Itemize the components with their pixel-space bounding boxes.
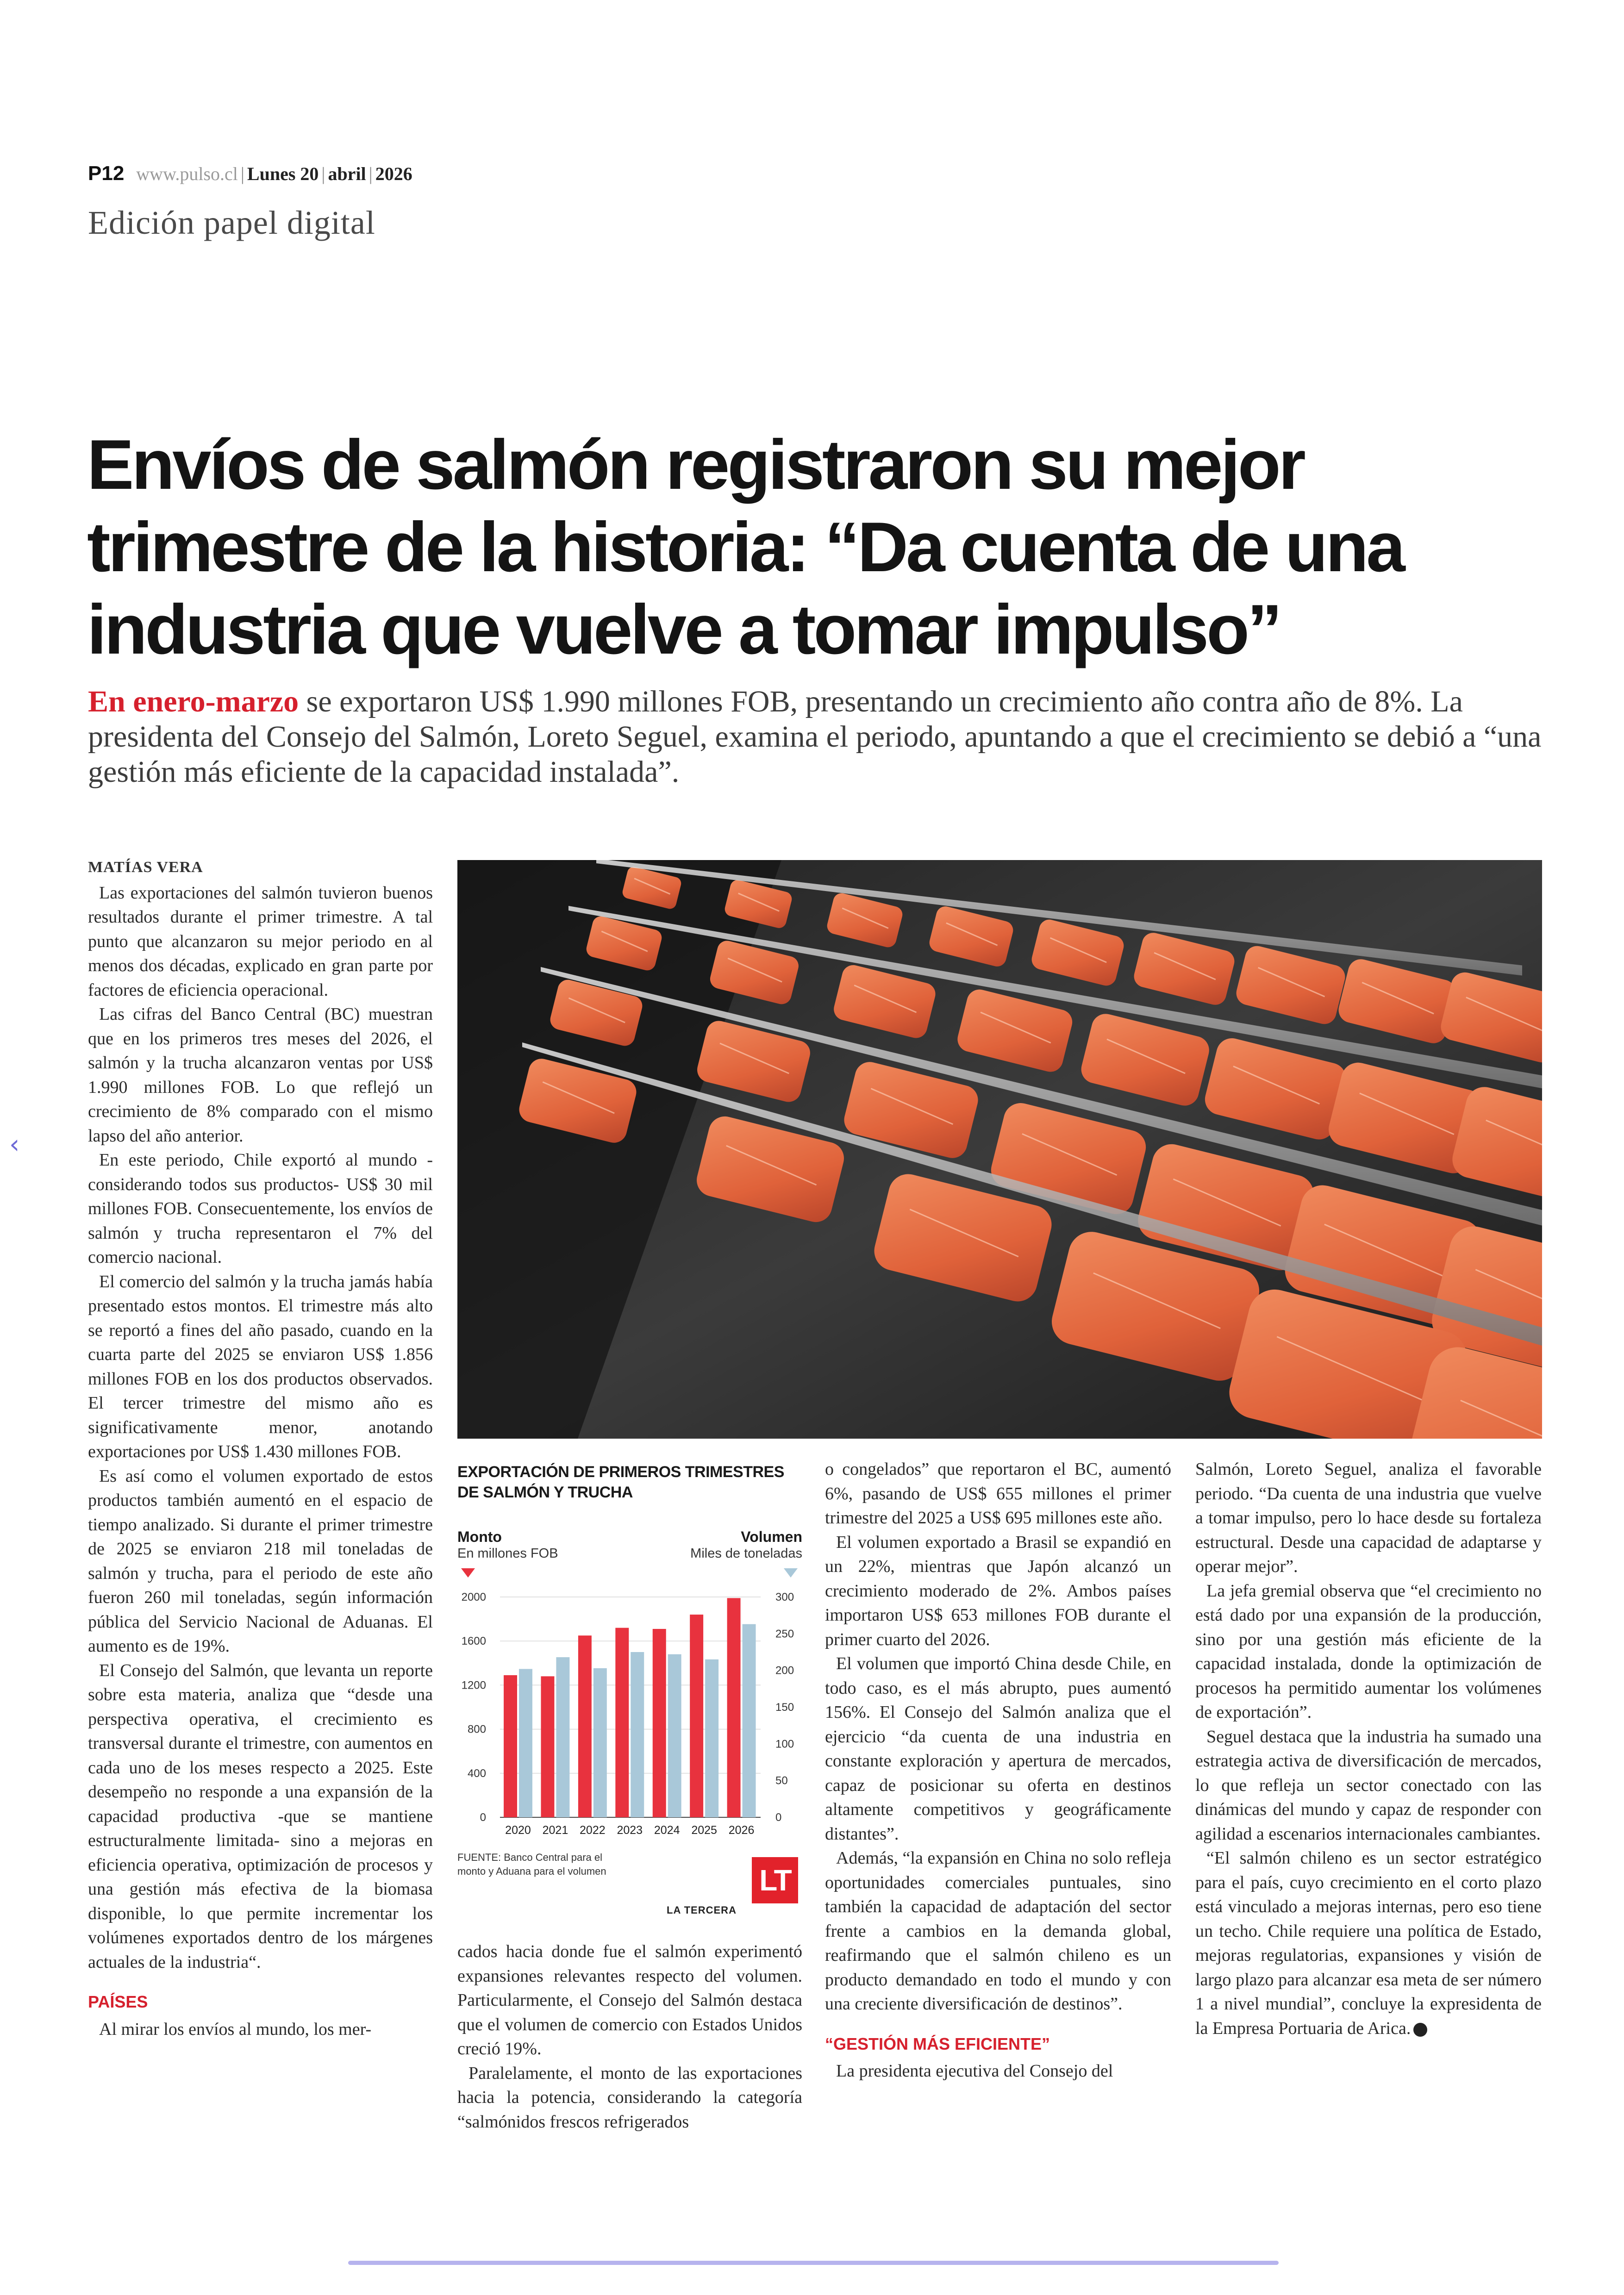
bar-volumen xyxy=(556,1657,569,1817)
closing-paragraph: “El salmón chileno es un sector estratégico para el país, cuyo crecimiento en el corto plazo está vinculado a mejoras internas, pero eso tiene un techo. Chile requiere una política de Estado, mejoras regulatorias, expansiones y visión de largo plazo para alcanzar esa meta de ser número 1 a nivel mundial”, concluye la expresidenta de la Empresa Portuaria de Arica. xyxy=(1195,1848,1542,2038)
right-tick-label: 150 xyxy=(775,1701,794,1714)
end-mark-icon xyxy=(1413,2023,1427,2037)
paragraph: Las exportaciones del salmón tuvieron buenos resultados durante el primer trimestre. A tal punto que alcanzaron su mejor periodo en al menos dos décadas, explicado en gran parte por factores de eficiencia operacional. xyxy=(88,883,433,1000)
left-axis-unit: En millones FOB xyxy=(457,1546,558,1561)
right-tick-label: 100 xyxy=(775,1738,794,1751)
left-tick-label: 1200 xyxy=(461,1679,486,1692)
paragraph: Paralelamente, el monto de las exportaciones hacia la potencia, considerando la categoría “salmónidos frescos refrigerados xyxy=(457,2063,802,2132)
right-tick-label: 50 xyxy=(775,1774,788,1787)
x-tick-label: 2020 xyxy=(505,1824,531,1837)
article-column-1 xyxy=(88,855,433,2041)
chart-title: EXPORTACIÓN DE PRIMEROS TRIMESTRES DE SALMÓN Y TRUCHA xyxy=(457,1463,784,1501)
x-tick-label: 2022 xyxy=(580,1824,606,1837)
left-tick-label: 0 xyxy=(480,1811,486,1824)
bar-volumen xyxy=(519,1669,532,1817)
paragraph: El comercio del salmón y la trucha jamás había presentado estos montos. El trimestre más alto se reportó a fines del año pasado, cuando en la cuarta parte del 2025 se enviaron US$ 1.856 millones FOB en los dos productos observados. El tercer trimestre del mismo año es significativamente menor, anotando exportaciones por US$ 1.430 millones FOB. xyxy=(88,1272,433,1461)
paragraph: Seguel destaca que la industria ha sumado una estrategia activa de diversificación de mercados, lo que refleja un sector conectado con las dinámicas del mundo y capaz de responder con agilidad a escenarios internacionales cambiantes. xyxy=(1195,1727,1542,1844)
paragraph: Al mirar los envíos al mundo, los mer- xyxy=(99,2019,372,2039)
salmon-photo xyxy=(457,860,1542,1439)
horizontal-scrollbar[interactable] xyxy=(348,2261,1279,2265)
paragraph: Salmón, Loreto Seguel, analiza el favorable periodo. “Da cuenta de una industria que vuelve a tomar impulso, pero lo hace desde su fortaleza estructural. Desde una capacidad de adaptarse y operar mejor”. xyxy=(1195,1459,1542,1576)
edition-label: Edición papel digital xyxy=(88,204,375,241)
paragraph: cados hacia donde fue el salmón experimentó expansiones relevantes respecto del volumen. Particularmente, el Consejo del Salmón destaca que el volumen de comercio con Estados Unidos creció 19%. xyxy=(457,1942,802,2058)
paragraph: El volumen exportado a Brasil se expandió en un 22%, mientras que Japón alcanzó un crecimiento moderado de 2%. Ambos países importaron US$ 653 millones FOB durante el primer cuarto del 2026. xyxy=(825,1532,1171,1649)
publisher-name: LA TERCERA xyxy=(667,1904,737,1916)
folio-line: P12 www.pulso.cl | Lunes 20 | abril | 2026 xyxy=(88,162,412,185)
la-tercera-logo: LT xyxy=(752,1857,798,1903)
paragraph: El Consejo del Salmón, que levanta un reporte sobre esta materia, analiza que “desde una perspectiva operativa, el crecimiento es transversal durante el trimestre, con aumentos en cada uno de los meses respecto a 2025. Este desempeño no responde a una expansión de la capacidad productiva -que se mantiene estructuralmente limitada- sino a mejoras en eficiencia operativa, optimización de procesos y una gestión más efectiva de la biomasa disponible, lo que permite incrementar los volúmenes exportados dentro de los márgenes actuales de la industria“. xyxy=(88,1660,433,1972)
article-column-2 xyxy=(457,1940,802,2134)
left-tick-label: 400 xyxy=(467,1767,486,1780)
byline: MATÍAS VERA xyxy=(88,859,203,876)
bar-volumen xyxy=(631,1652,644,1817)
paragraph: Las cifras del Banco Central (BC) muestran que en los primeros tres meses del 2026, el salmón y la trucha alcanzaron ventas por US$ 1.990 millones FOB. Lo que reflejó un crecimiento de 8% comparado con el mismo lapso del año anterior. xyxy=(88,1004,433,1146)
bar-monto xyxy=(727,1598,741,1817)
bar-volumen xyxy=(743,1624,756,1817)
website: www.pulso.cl xyxy=(136,163,238,184)
bar-monto xyxy=(578,1635,592,1817)
right-tick-label: 200 xyxy=(775,1664,794,1677)
deck-text: se exportaron US$ 1.990 millones FOB, presentando un crecimiento año contra año de 8%. La presidenta del Consejo del Salmón, Loreto Seguel, examina el periodo, apuntando a que el crecimiento se debió a “una gestión más eficiente de la capacidad instalada”. xyxy=(88,685,1542,789)
right-axis-title: Volumen xyxy=(741,1528,802,1545)
subhead-paises: PAÍSES xyxy=(88,1992,148,2011)
monto-marker-icon xyxy=(461,1568,475,1578)
salmon-fillets-image xyxy=(457,860,1542,1439)
paragraph xyxy=(1195,1846,1542,2040)
x-tick-label: 2025 xyxy=(691,1824,717,1837)
bar-monto xyxy=(653,1629,666,1817)
article-column-3 xyxy=(825,1457,1171,2083)
date-year: 2026 xyxy=(375,163,412,184)
bar-volumen xyxy=(705,1659,718,1817)
bar-monto xyxy=(690,1615,703,1817)
paragraph: o congelados” que reportaron el BC, aumentó 6%, pasando de US$ 655 millones el primer trimestre del 2025 a US$ 695 millones este año. xyxy=(825,1459,1171,1528)
right-tick-label: 300 xyxy=(775,1591,794,1603)
left-tick-label: 800 xyxy=(467,1723,486,1736)
paragraph: Es así como el volumen exportado de estos productos también aumentó en el espacio de tiempo analizado. Si durante el primer trimestre de 2025 se enviaron 218 mil toneladas de salmón y trucha, para el periodo de este año fueron 260 mil toneladas, según información pública del Servicio Nacional de Aduanas. El aumento es de 19%. xyxy=(88,1466,433,1656)
x-tick-label: 2023 xyxy=(617,1824,643,1837)
paragraph: En este periodo, Chile exportó al mundo -considerando todos sus productos- US$ 30 mil millones FOB. Consecuentemente, los envíos de salmón y trucha representaron el 7% del comercio nacional. xyxy=(88,1150,433,1267)
left-axis-title: Monto xyxy=(457,1528,502,1545)
article-column-4 xyxy=(1195,1457,1542,2040)
right-tick-label: 250 xyxy=(775,1628,794,1640)
right-axis-unit: Miles de toneladas xyxy=(690,1546,802,1561)
volumen-marker-icon xyxy=(784,1568,798,1578)
bar-monto xyxy=(541,1676,554,1817)
chevron-left-icon[interactable]: ‹ xyxy=(9,1129,20,1160)
left-tick-label: 2000 xyxy=(461,1591,486,1603)
paragraph: Además, “la expansión en China no solo refleja oportunidades comerciales puntuales, sino también la capacidad de adaptación del sector frente a cambios en la demanda global, reafirmando que el salmón chileno es un producto demandado en todo el mundo y con una creciente diversificación de destinos”. xyxy=(825,1848,1171,2014)
bar-volumen xyxy=(668,1654,681,1817)
paragraph: El volumen que importó China desde Chile, en todo caso, es el más abrupto, pues aumentó 156%. El Consejo del Salmón analiza que el ejercicio “da cuenta de una industria en constante exploración y apertura de mercados, capaz de posicionar su oferta en destinos altamente competitivos y geográficamente distantes”. xyxy=(825,1654,1171,1844)
deck xyxy=(88,684,1546,790)
date-month: abril xyxy=(328,163,366,184)
page-number: P12 xyxy=(88,162,125,185)
deck-highlight: En enero-marzo xyxy=(88,685,299,718)
paragraph: La presidenta ejecutiva del Consejo del xyxy=(836,2061,1113,2081)
x-tick-label: 2026 xyxy=(728,1824,755,1837)
left-tick-label: 1600 xyxy=(461,1635,486,1648)
export-chart xyxy=(457,1458,802,1930)
chart-source: FUENTE: Banco Central para el monto y Aduana para el volumen xyxy=(457,1852,606,1877)
bar-monto xyxy=(504,1675,517,1817)
subhead-gestion: “GESTIÓN MÁS EFICIENTE” xyxy=(825,2034,1050,2053)
bar-monto xyxy=(615,1628,629,1817)
date-day: Lunes 20 xyxy=(247,163,319,184)
headline: Envíos de salmón registraron su mejor trimestre de la historia: “Da cuenta de una industria que vuelve a tomar impulso” xyxy=(87,425,1403,669)
bar-volumen xyxy=(593,1668,607,1817)
x-tick-label: 2024 xyxy=(654,1824,680,1837)
x-tick-label: 2021 xyxy=(542,1824,568,1837)
right-tick-label: 0 xyxy=(775,1811,782,1824)
paragraph: La jefa gremial observa que “el crecimiento no está dado por una expansión de la producción, sino por una gestión más eficiente de la capacidad instalada, donde la optimización de procesos ha permitido aumentar los volúmenes de exportación”. xyxy=(1195,1581,1542,1722)
chart-plot xyxy=(457,1458,802,1856)
